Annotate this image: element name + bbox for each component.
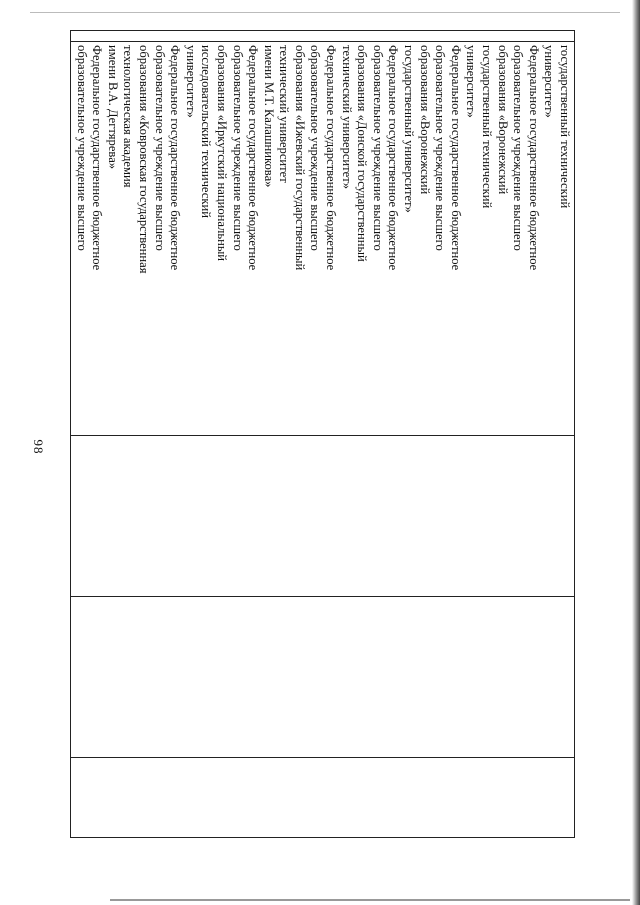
organization-name-line: образования «Воронежский <box>417 45 432 195</box>
organization-name-line: государственный технический <box>480 45 495 209</box>
organization-name-line: исследовательский технический <box>199 45 214 218</box>
scan-top-edge <box>30 12 620 13</box>
scan-right-edge <box>632 0 640 905</box>
organization-name-line: образования «Ковровская государственная <box>136 45 151 274</box>
organization-name-line: технологическая академия <box>121 45 136 188</box>
organization-name-line: технический университет <box>277 45 292 183</box>
organization-name-line: образовательное учреждение высшего <box>74 45 89 251</box>
organization-names <box>73 42 574 435</box>
organization-name-line: образования «Воронежский <box>495 45 510 195</box>
empty-cell-2 <box>71 597 575 758</box>
organization-name-line: образовательное учреждение высшего <box>511 45 526 251</box>
table-row <box>71 31 575 838</box>
organization-name-line: государственный университет» <box>402 45 417 213</box>
empty-cell-3 <box>71 757 575 837</box>
number-cell <box>71 31 575 42</box>
organizations-table <box>70 30 575 838</box>
organization-name-line: образования «Иркутский национальный <box>214 45 229 262</box>
organization-name-line: имени М.Т. Калашникова» <box>261 45 276 188</box>
organization-name-line: Федеральное государственное бюджетное <box>386 45 401 271</box>
empty-cell-1 <box>71 436 575 597</box>
organization-name-line: образовательное учреждение высшего <box>433 45 448 251</box>
page-number: 98 <box>31 439 46 455</box>
organization-name-line: образовательное учреждение высшего <box>230 45 245 251</box>
rotated-page-content <box>70 30 575 838</box>
organization-name-line: университет» <box>542 45 557 118</box>
organization-names-cell <box>71 42 575 436</box>
organization-name-line: образовательное учреждение высшего <box>370 45 385 251</box>
organization-name-line: образовательное учреждение высшего <box>308 45 323 251</box>
organization-name-line: университет» <box>464 45 479 118</box>
organization-name-line: образовательное учреждение высшего <box>152 45 167 251</box>
organization-name-line: Федеральное государственное бюджетное <box>324 45 339 271</box>
organization-name-line: Федеральное государственное бюджетное <box>246 45 261 271</box>
organization-name-line: имени В.А. Дегтярева» <box>105 45 120 170</box>
organization-name-line: Федеральное государственное бюджетное <box>526 45 541 271</box>
organization-name-line: образования «Донской государственный <box>355 45 370 262</box>
organization-name-line: Федеральное государственное бюджетное <box>448 45 463 271</box>
organization-name-line: государственный технический <box>558 45 572 209</box>
organization-name-line: технический университет» <box>339 45 354 190</box>
scan-bottom-edge <box>110 899 630 901</box>
organization-name-line: университет» <box>183 45 198 118</box>
organization-name-line: Федеральное государственное бюджетное <box>90 45 105 271</box>
organization-name-line: Федеральное государственное бюджетное <box>168 45 183 271</box>
organization-name-line: образования «Ижевский государственный <box>292 45 307 271</box>
